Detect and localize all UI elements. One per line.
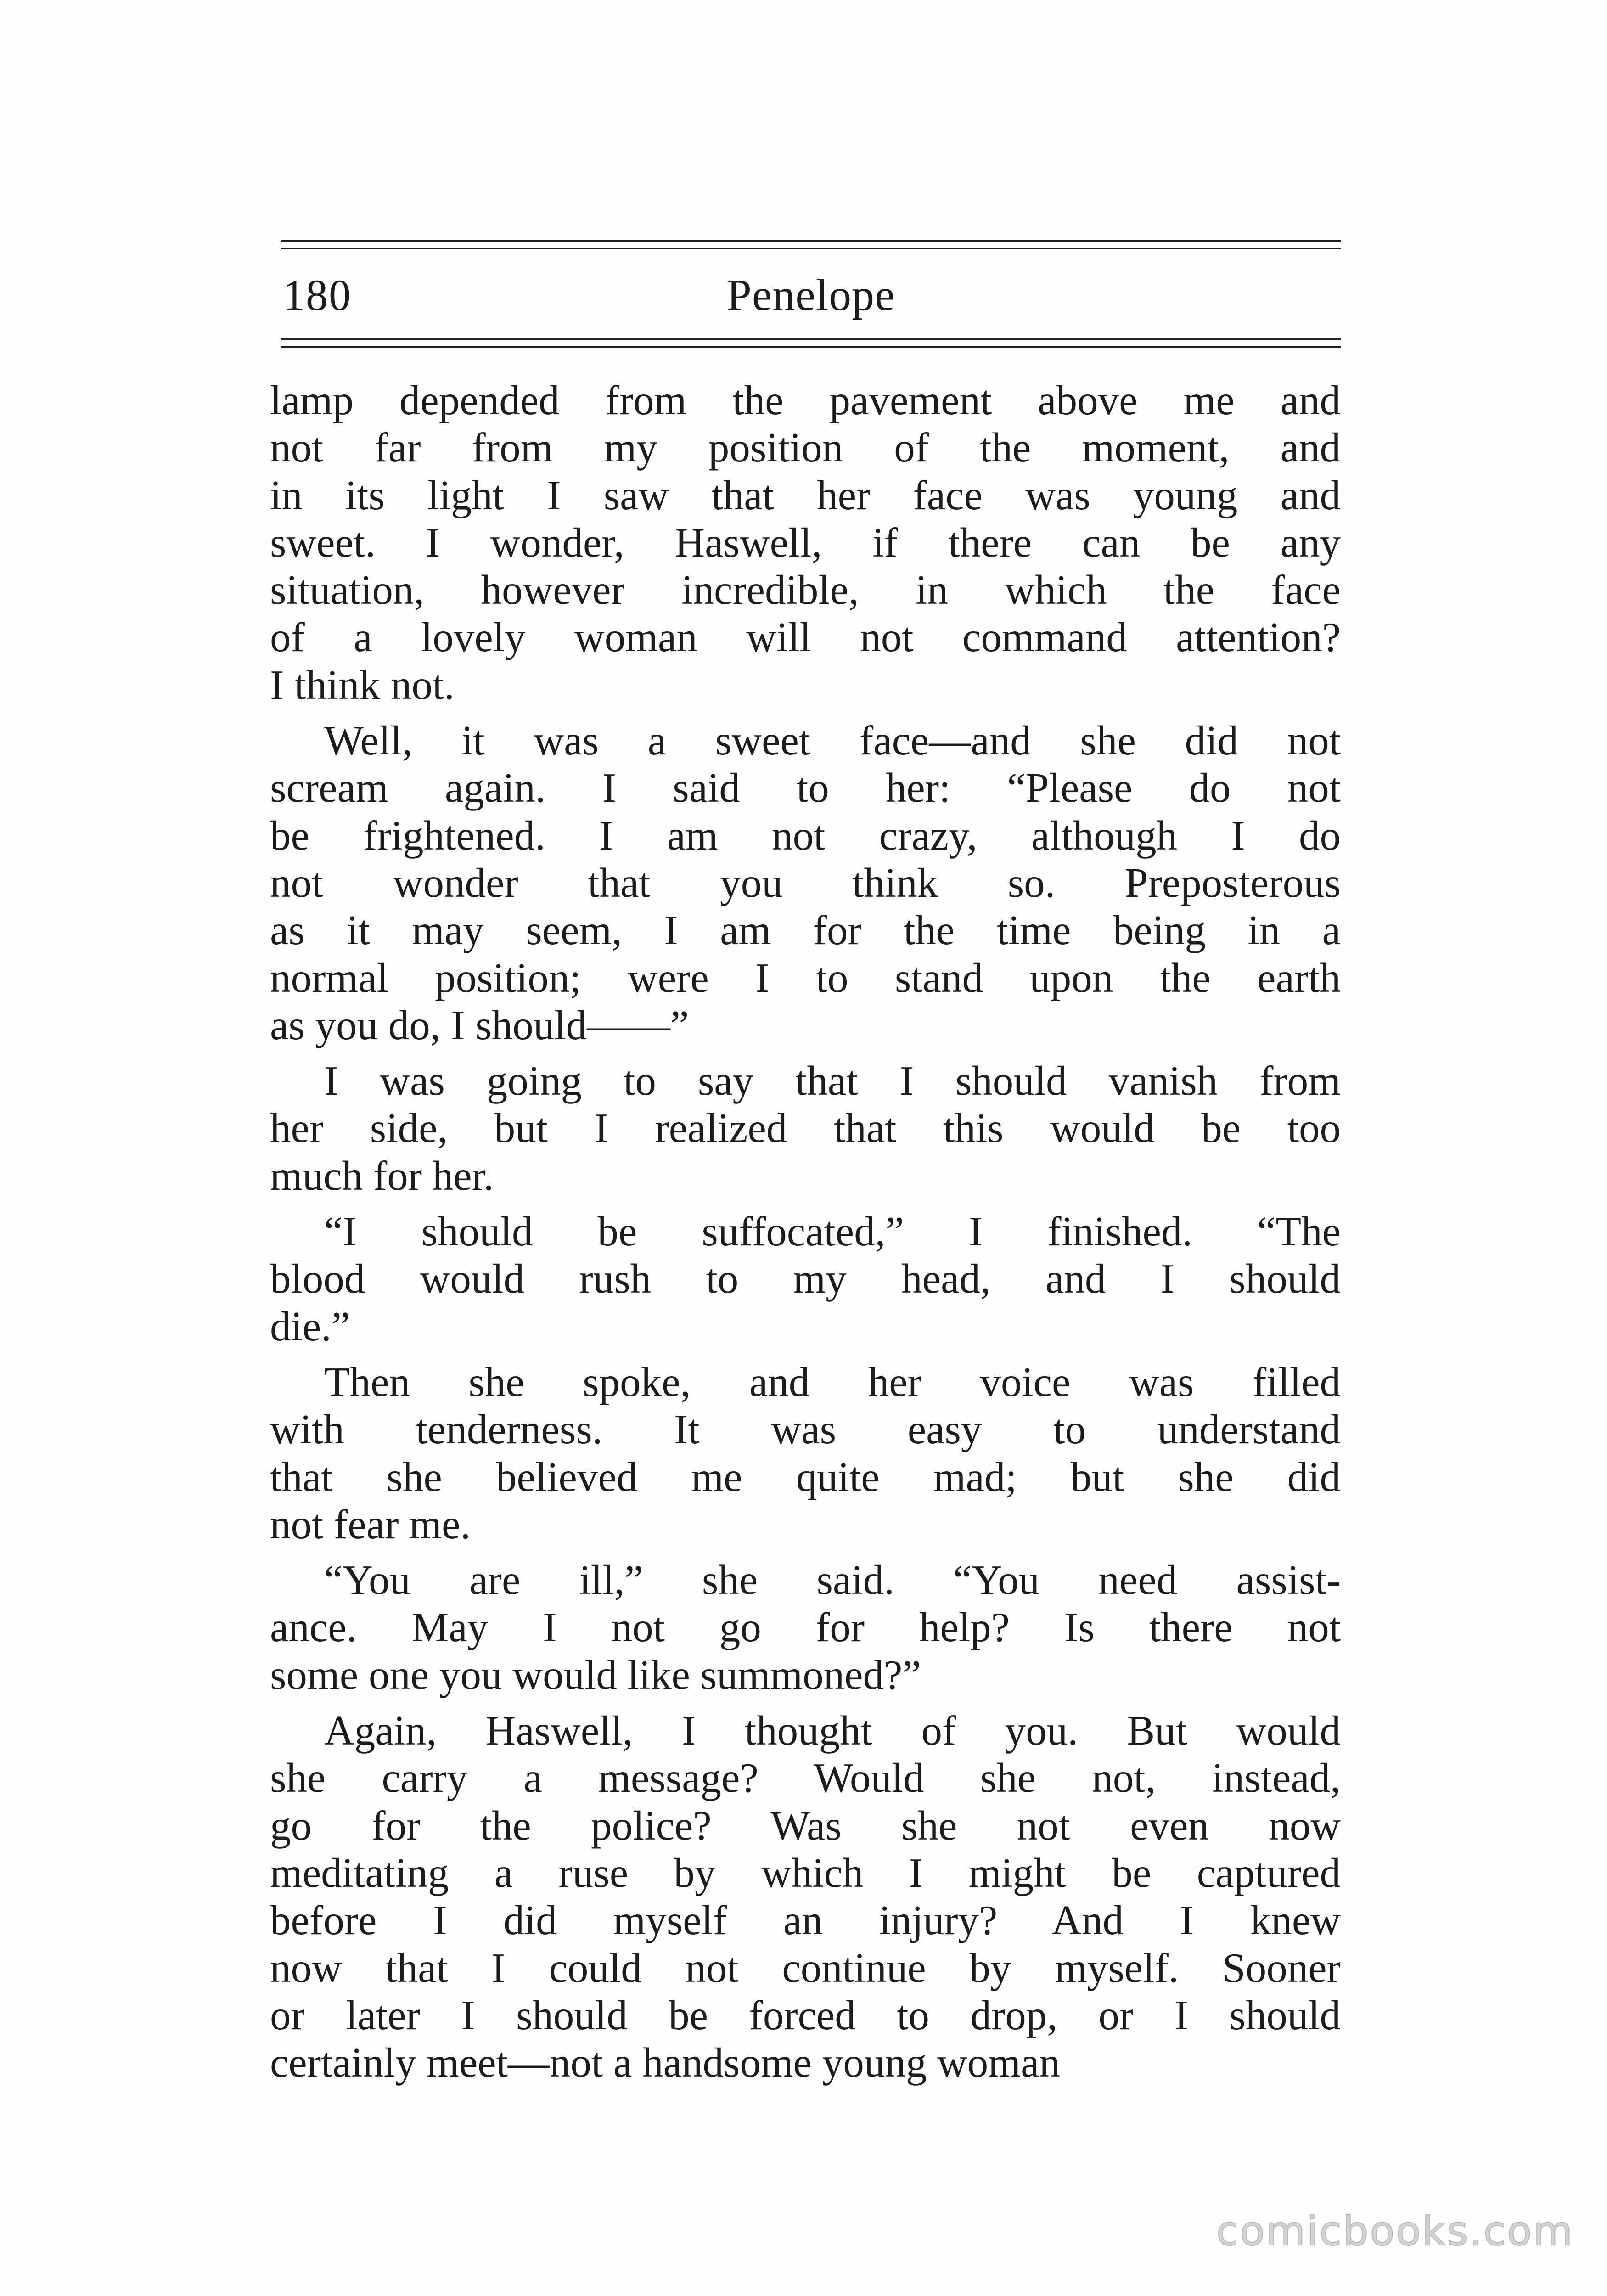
text-line: ance. May I not go for help? Is there not: [270, 1604, 1341, 1651]
text-line: sweet. I wonder, Haswell, if there can be any: [270, 519, 1341, 566]
text-line: much for her.: [270, 1152, 494, 1199]
text-line: as it may seem, I am for the time being in a: [270, 907, 1341, 954]
paragraph: [270, 1057, 1341, 1199]
text-line: “I should be suffocated,” I finished. “The: [324, 1208, 1341, 1255]
body-text: [270, 377, 1341, 2086]
paragraph: [270, 1707, 1341, 2086]
text-line: or later I should be forced to drop, or I should: [270, 1992, 1341, 2038]
paragraph-gap: [270, 1699, 1341, 1707]
text-line: Well, it was a sweet face—and she did not: [324, 717, 1341, 764]
text-line: I think not.: [270, 661, 455, 708]
paragraph: [270, 1556, 1341, 1699]
page-number: 180: [283, 270, 352, 320]
header-rule-top-thin: [281, 248, 1341, 249]
text-line: go for the police? Was she not even now: [270, 1802, 1341, 1849]
text-line: “You are ill,” she said. “You need assist-: [324, 1557, 1341, 1604]
text-line: blood would rush to my head, and I should: [270, 1255, 1341, 1302]
text-line: in its light I saw that her face was young and: [270, 472, 1341, 518]
header-rule-bottom-thin: [281, 346, 1341, 348]
text-line: not fear me.: [270, 1501, 471, 1548]
running-title: Penelope: [726, 270, 895, 320]
text-line: now that I could not continue by myself. Sooner: [270, 1944, 1341, 1991]
text-line: lamp depended from the pavement above me and: [270, 377, 1341, 423]
text-line: that she believed me quite mad; but she did: [270, 1453, 1341, 1500]
text-line: meditating a ruse by which I might be captured: [270, 1849, 1341, 1896]
text-line: not wonder that you think so. Preposterous: [270, 859, 1341, 906]
text-line: scream again. I said to her: “Please do not: [270, 765, 1341, 811]
text-line: her side, but I realized that this would be too: [270, 1105, 1341, 1152]
paragraph-gap: [270, 1350, 1341, 1358]
text-line: not far from my position of the moment, and: [270, 424, 1341, 471]
text-line: with tenderness. It was easy to understand: [270, 1406, 1341, 1453]
text-line: die.”: [270, 1303, 350, 1350]
text-line: of a lovely woman will not command attention?: [270, 614, 1341, 661]
text-line: Then she spoke, and her voice was filled: [324, 1358, 1341, 1405]
paragraph-gap: [270, 709, 1341, 717]
page-header: [281, 257, 1341, 331]
text-line: as you do, I should——”: [270, 1002, 689, 1048]
paragraph-gap: [270, 1199, 1341, 1208]
text-line: some one you would like summoned?”: [270, 1651, 921, 1698]
paragraph: [270, 1208, 1341, 1350]
text-line: she carry a message? Would she not, instead,: [270, 1755, 1341, 1801]
paragraph: [270, 1358, 1341, 1548]
text-line: before I did myself an injury? And I knew: [270, 1897, 1341, 1944]
text-line: Again, Haswell, I thought of you. But would: [324, 1707, 1341, 1754]
text-line: situation, however incredible, in which the face: [270, 567, 1341, 613]
text-line: I was going to say that I should vanish from: [324, 1058, 1341, 1104]
paragraph-gap: [270, 1049, 1341, 1057]
watermark: comicbooks.com: [1216, 2207, 1574, 2255]
header-rule-top-thick: [281, 240, 1341, 242]
text-line: normal position; were I to stand upon the earth: [270, 954, 1341, 1001]
paragraph-gap: [270, 1548, 1341, 1556]
header-rule-bottom-thick: [281, 338, 1341, 340]
text-line: be frightened. I am not crazy, although I do: [270, 812, 1341, 859]
paragraph: [270, 377, 1341, 709]
text-line: certainly meet—not a handsome young woman: [270, 2039, 1060, 2086]
paragraph: [270, 717, 1341, 1049]
